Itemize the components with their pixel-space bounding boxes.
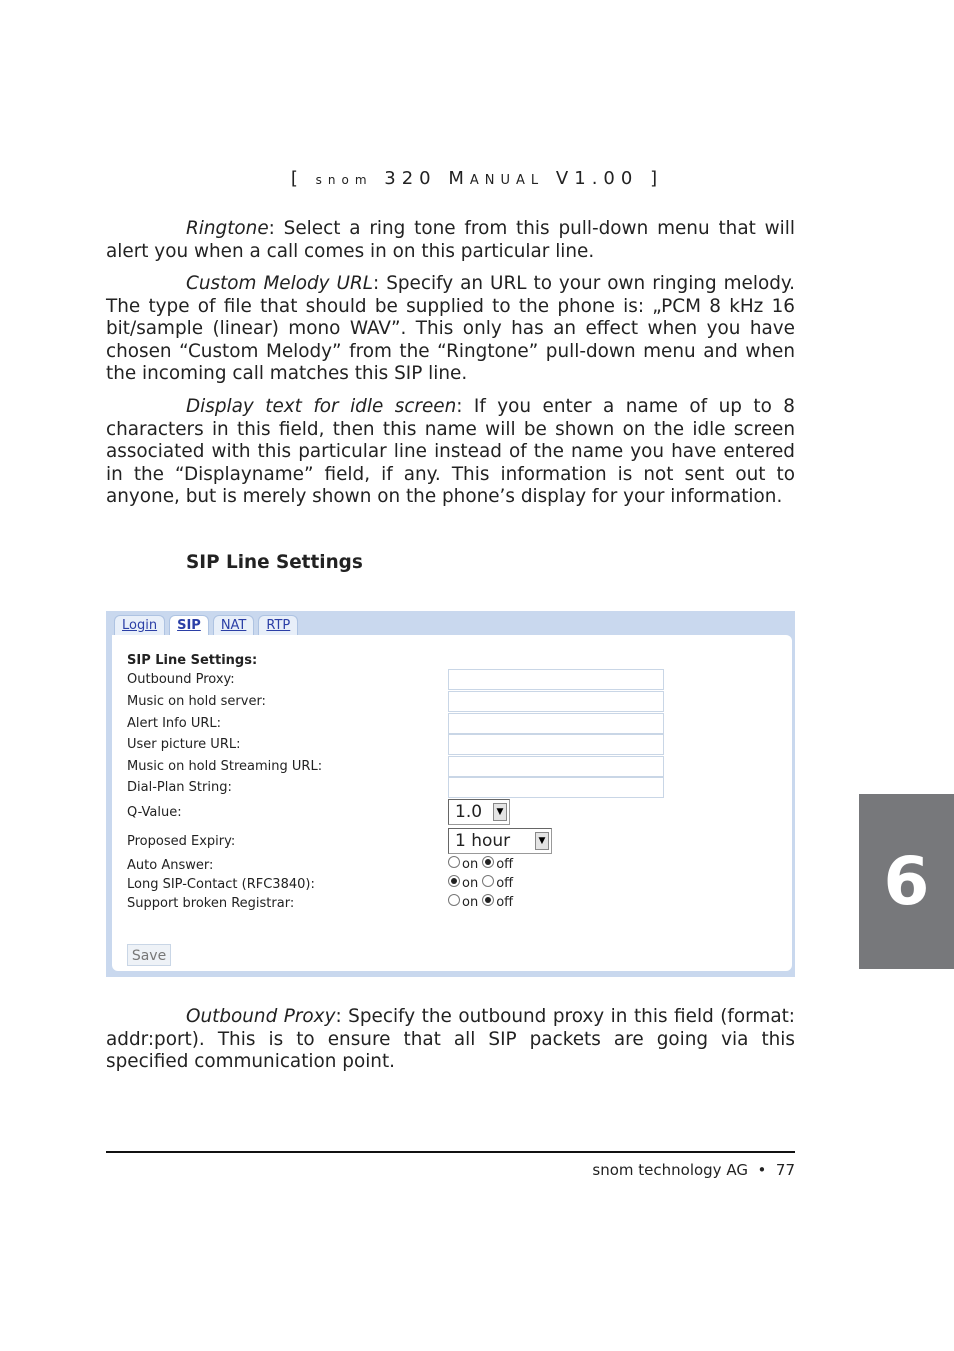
outbound-proxy-input[interactable]	[448, 669, 664, 690]
long-sip-contact-on-radio[interactable]	[448, 875, 460, 887]
dial-plan-string-input[interactable]	[448, 777, 664, 798]
footer-bullet: •	[757, 1161, 767, 1179]
chevron-down-icon: ▼	[493, 803, 507, 821]
chevron-down-icon: ▼	[535, 832, 549, 850]
header-version: V1.00	[555, 168, 639, 189]
alert-info-url-input[interactable]	[448, 713, 664, 734]
paragraph-outbound-proxy	[106, 1006, 795, 1074]
footer-company: snom technology AG	[592, 1161, 748, 1179]
running-header	[0, 168, 954, 189]
term-ringtone: Ringtone	[186, 218, 269, 239]
footer-rule	[106, 1151, 795, 1153]
alert-info-url-label: Alert Info URL:	[127, 716, 221, 731]
paragraph-ringtone	[106, 218, 795, 263]
music-on-hold-streaming-url-input[interactable]	[448, 756, 664, 777]
term-custom-melody: Custom Melody URL	[186, 273, 374, 294]
term-display-text: Display text for idle screen	[186, 396, 457, 417]
settings-screenshot	[106, 611, 795, 977]
proposed-expiry-select[interactable]	[448, 828, 552, 854]
desc-custom-melody: : Specify an URL to your own ringing melody. The type of file that should be supplied to the phone is: „PCM 8 kHz 16 bit/sample (linear) mono WAV”. This only has an effect when you have chosen “Custom Melody” from the “Ringtone” pull-down menu and when the incoming call matches this SIP line.	[106, 273, 795, 384]
page-footer	[592, 1161, 795, 1179]
header-bracket-open: [	[290, 168, 304, 189]
support-broken-registrar-off-radio[interactable]	[482, 894, 494, 906]
paragraph-custom-melody	[106, 273, 795, 386]
outbound-proxy-label: Outbound Proxy:	[127, 672, 235, 687]
form-heading: SIP Line Settings:	[127, 653, 258, 668]
section-title: SIP Line Settings	[186, 552, 363, 573]
q-value-select[interactable]	[448, 799, 510, 825]
radio-label-on: on	[462, 895, 479, 910]
settings-form	[112, 635, 792, 971]
auto-answer-radios	[448, 857, 517, 872]
support-broken-registrar-radios	[448, 895, 517, 910]
radio-label-off: off	[496, 895, 514, 910]
q-value-label: Q-Value:	[127, 805, 182, 820]
user-picture-url-input[interactable]	[448, 734, 664, 755]
save-button[interactable]: Save	[127, 944, 171, 966]
dial-plan-string-label: Dial-Plan String:	[127, 780, 232, 795]
term-outbound-proxy: Outbound Proxy	[186, 1006, 336, 1027]
paragraph-display-text	[106, 396, 795, 509]
music-on-hold-streaming-url-label: Music on hold Streaming URL:	[127, 759, 323, 774]
desc-outbound-proxy: : Specify the outbound proxy in this field (format: addr:port). This is to ensure that all SIP packets are going via this specified communication point.	[106, 1006, 795, 1072]
header-bracket-close: ]	[650, 168, 664, 189]
header-manual: Manual	[448, 168, 545, 189]
tab-bar	[114, 615, 302, 637]
proposed-expiry-selected: 1 hour	[455, 831, 511, 851]
long-sip-contact-off-radio[interactable]	[482, 875, 494, 887]
radio-label-off: off	[496, 857, 514, 872]
music-on-hold-server-input[interactable]	[448, 691, 664, 712]
page-number: 77	[775, 1161, 795, 1179]
q-value-selected: 1.0	[455, 802, 483, 822]
auto-answer-off-radio[interactable]	[482, 856, 494, 868]
tab-nat[interactable]: NAT	[213, 615, 255, 638]
header-model: 320	[384, 168, 437, 189]
tab-sip[interactable]: SIP	[169, 615, 209, 638]
music-on-hold-server-label: Music on hold server:	[127, 694, 266, 709]
radio-label-on: on	[462, 857, 479, 872]
long-sip-contact-radios	[448, 876, 517, 891]
support-broken-registrar-on-radio[interactable]	[448, 894, 460, 906]
radio-label-on: on	[462, 876, 479, 891]
tab-rtp[interactable]: RTP	[258, 615, 298, 638]
desc-display-text: : If you enter a name of up to 8 characters in this field, then this name will be shown on the idle screen associated with this particular line instead of the name you have entered in the “Displayname” field, if any. This information is not sent out to anyone, but is merely shown on the phone’s display for your information.	[106, 396, 795, 507]
tab-login[interactable]: Login	[114, 615, 165, 638]
user-picture-url-label: User picture URL:	[127, 737, 241, 752]
auto-answer-label: Auto Answer:	[127, 858, 214, 873]
long-sip-contact-label: Long SIP-Contact (RFC3840):	[127, 877, 315, 892]
header-brand: snom	[315, 173, 373, 187]
desc-ringtone: : Select a ring tone from this pull-down menu that will alert you when a call comes in on this particular line.	[106, 218, 795, 262]
auto-answer-on-radio[interactable]	[448, 856, 460, 868]
chapter-tab: 6	[859, 794, 954, 969]
support-broken-registrar-label: Support broken Registrar:	[127, 896, 295, 911]
proposed-expiry-label: Proposed Expiry:	[127, 834, 236, 849]
radio-label-off: off	[496, 876, 514, 891]
